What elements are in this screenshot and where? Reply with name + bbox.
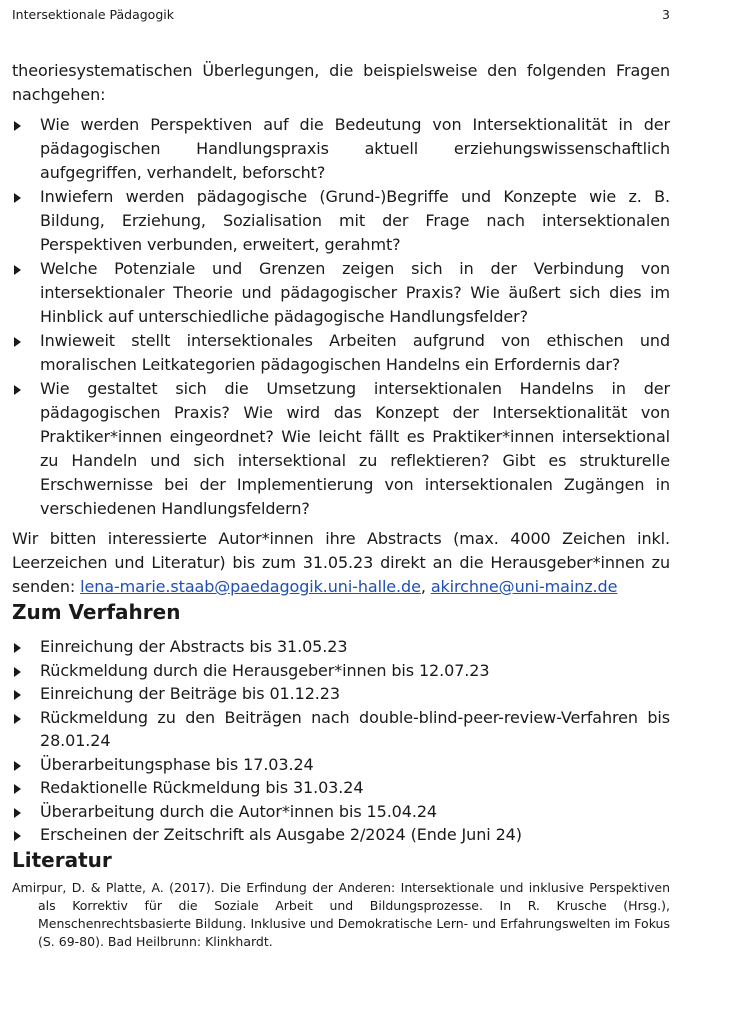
verfahren-text: Rückmeldung durch die Herausgeber*innen bis 12.07.23 [40,660,490,680]
page-number: 3 [662,7,670,22]
submission-text: Wir bitten interessierte Autor*innen ihre Abstracts (max. 4000 Zeichen inkl. Leerzeichen und Literatur) bis zum 31.05.23 direkt an die Herausgeber*innen zu senden: [12,529,670,596]
verfahren-text: Erscheinen der Zeitschrift als Ausgabe 2/2024 (Ende Juni 24) [40,825,522,844]
triangle-bullet-icon [14,784,21,794]
triangle-bullet-icon [14,690,21,700]
verfahren-list [12,635,670,847]
section-heading-literatur: Literatur [12,847,112,872]
list-item [12,185,670,257]
intro-paragraph: theoriesystematischen Überlegungen, die beispielsweise den folgenden Fragen nachgehen: [12,61,670,104]
triangle-bullet-icon [14,193,21,203]
verfahren-text: Überarbeitungsphase bis 17.03.24 [40,754,314,774]
list-item [12,682,670,706]
email-link-halle[interactable]: lena-marie.staab@paedagogik.uni-halle.de [80,577,421,596]
question-text: Wie gestaltet sich die Umsetzung intersektionalen Handelns in der pädagogischen Praxis? Wie wird das Konzept der Intersektionalität von Praktiker*innen eingeordnet? Wie leicht fällt es Praktiker*innen intersektional zu Handeln und sich intersektional zu reflektieren? Gibt es strukturelle Erschwernisse bei der Implementierung von intersektionalen Zugängen in verschiedenen Handlungsfeldern? [40,379,670,518]
triangle-bullet-icon [14,831,21,841]
triangle-bullet-icon [14,761,21,771]
section-heading-verfahren: Zum Verfahren [12,600,181,624]
triangle-bullet-icon [14,265,21,275]
list-item [12,329,670,377]
verfahren-text: Redaktionelle Rückmeldung bis 31.03.24 [40,778,364,797]
question-text: Wie werden Perspektiven auf die Bedeutung von Intersektionalität in der pädagogischen Handlungspraxis aktuell erziehungswissenschaftlich aufgegriffen, verhandelt, beforscht? [40,115,670,182]
running-head-title: Intersektionale Pädagogik [12,7,174,22]
list-item [12,377,670,521]
email-link-mainz[interactable]: akirchne@uni-mainz.de [430,577,618,596]
triangle-bullet-icon [14,385,21,395]
question-text: Inwiefern werden pädagogische (Grund-)Begriffe und Konzepte wie z. B. Bildung, Erziehung, Sozialisation mit der Frage nach intersektionalen Perspektiven verbunden, erweitert, gerahmt? [40,187,670,254]
list-item [12,113,670,185]
list-item [12,776,670,800]
list-item [12,753,670,777]
question-text: Welche Potenziale und Grenzen zeigen sich in der Verbindung von intersektionaler Theorie und pädagogischer Praxis? Wie äußert sich dies im Hinblick auf unterschiedliche pädagogische Handlungsfelder? [40,259,670,326]
triangle-bullet-icon [14,667,21,677]
list-item [12,635,670,659]
triangle-bullet-icon [14,121,21,131]
list-item [12,659,670,683]
triangle-bullet-icon [14,643,21,653]
triangle-bullet-icon [14,337,21,347]
verfahren-text: Überarbeitung durch die Autor*innen bis 15.04.24 [40,801,437,821]
page-content [12,59,670,951]
submission-paragraph [12,527,670,599]
running-head [12,7,670,23]
verfahren-text: Einreichung der Abstracts bis 31.05.23 [40,637,348,656]
list-item [12,823,670,847]
questions-list [12,113,670,521]
question-text: Inwieweit stellt intersektionales Arbeiten aufgrund von ethischen und moralischen Leitkategorien pädagogischen Handelns ein Erfordernis dar? [40,331,670,374]
reference-entry: Amirpur, D. & Platte, A. (2017). Die Erfindung der Anderen: Intersektionale und inklusive Perspektiven als Korrektiv für die Soziale Arbeit und Bildungsprozesse. In R. Krusche (Hrsg.), Menschenrechtsbasierte Bildung. Inklusive und Demokratische Lern- und Erfahrungswelten im Fokus (S. 69-80). Bad Heilbrunn: Klinkhardt. [12,879,670,949]
verfahren-text: Rückmeldung zu den Beiträgen nach double-blind-peer-review-Verfahren bis 28.01.24 [40,707,670,750]
verfahren-text: Einreichung der Beiträge bis 01.12.23 [40,684,340,703]
list-item [12,800,670,824]
email-separator: , [420,577,431,596]
list-item [12,257,670,329]
triangle-bullet-icon [14,714,21,724]
list-item [12,706,670,753]
triangle-bullet-icon [14,808,21,818]
